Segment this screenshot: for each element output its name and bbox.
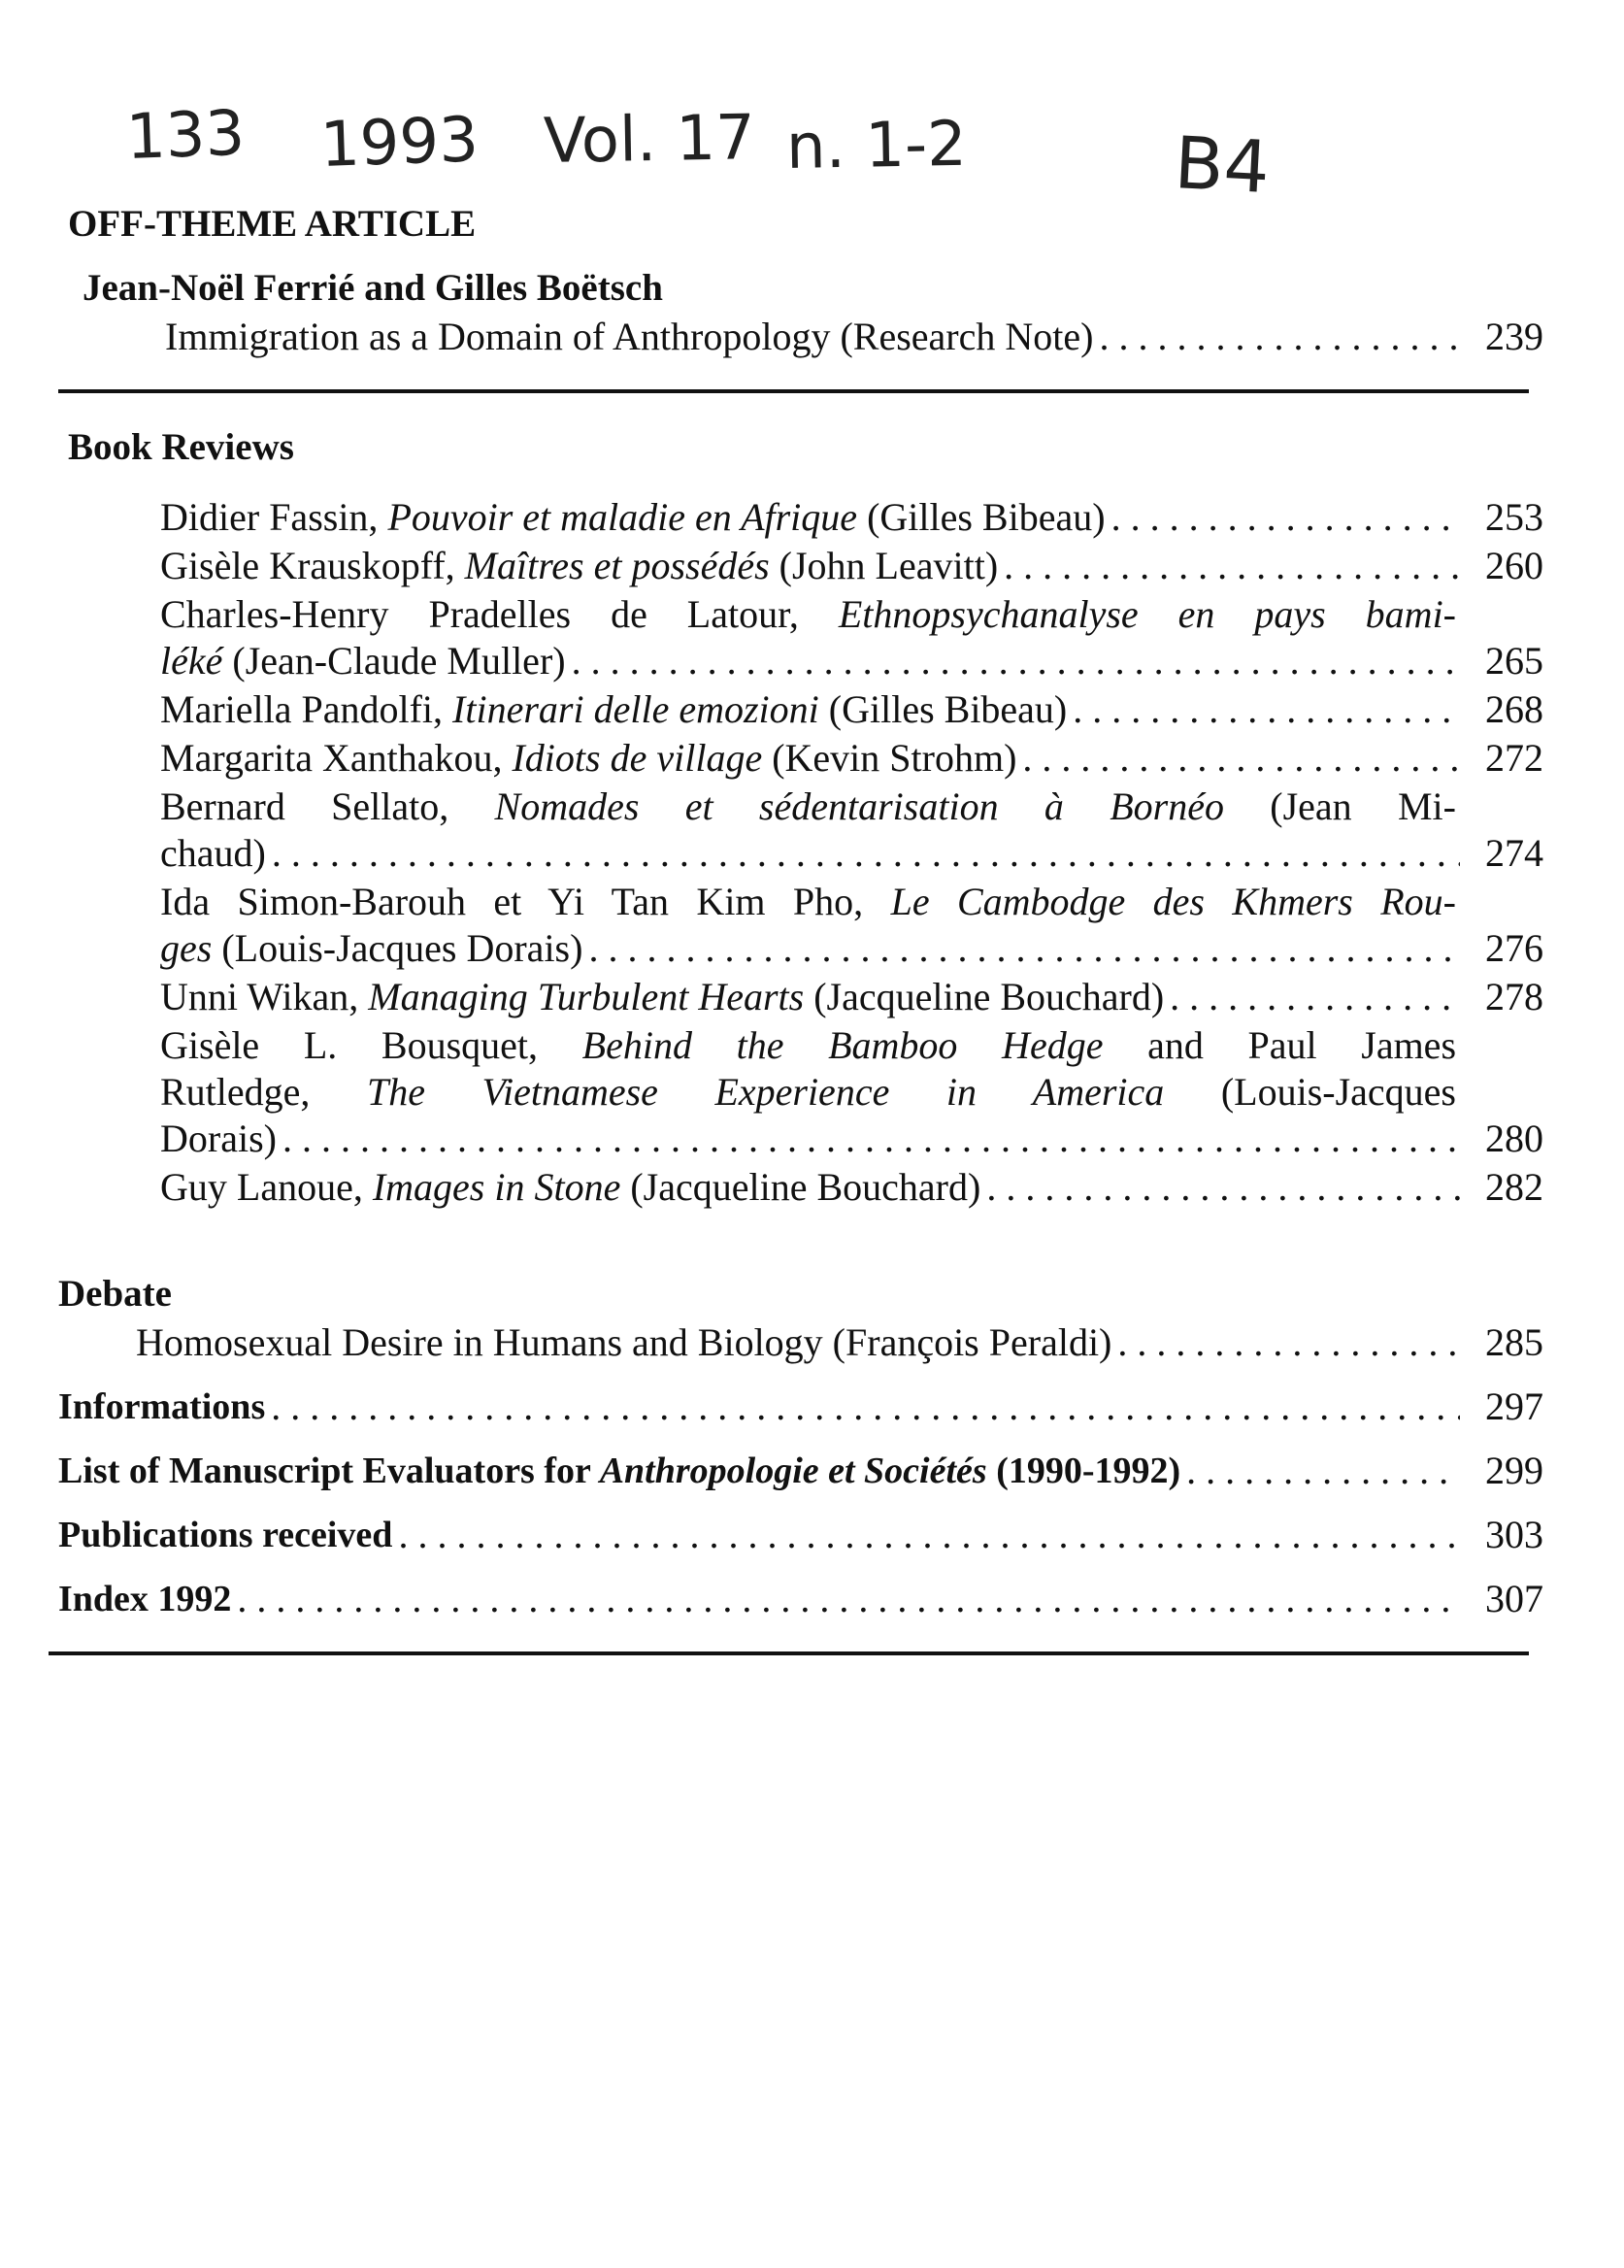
off-theme-heading: OFF-THEME ARTICLE bbox=[68, 203, 477, 245]
dot-leader bbox=[1111, 494, 1460, 541]
toc-entry-informations bbox=[58, 1384, 1543, 1430]
page-number: 265 bbox=[1485, 639, 1543, 683]
page-number: 299 bbox=[1485, 1449, 1543, 1492]
toc-entry-publications bbox=[58, 1512, 1543, 1558]
entry-title: List of Manuscript Evaluators for Anthropologie et Sociétés (1990-1992) bbox=[58, 1451, 1181, 1491]
entry-title: Immigration as a Domain of Anthropology (Research Note) bbox=[165, 315, 1094, 358]
page-number: 239 bbox=[1485, 315, 1543, 358]
book-reviews-heading: Book Reviews bbox=[68, 426, 294, 468]
toc-entry-review: Unni Wikan, Managing Turbulent Hearts (Jacqueline Bouchard) . . . 278 bbox=[160, 974, 1543, 1020]
entry-title: Informations bbox=[58, 1386, 266, 1427]
toc-entry-review: Margarita Xanthakou, Idiots de village (Kevin Strohm) . . . 272 bbox=[160, 735, 1543, 782]
debate-section bbox=[58, 1269, 1543, 1366]
dot-leader bbox=[588, 925, 1460, 972]
toc-entry-evaluators bbox=[58, 1448, 1543, 1494]
toc-entry-review: Mariella Pandolfi, Itinerari delle emozioni (Gilles Bibeau) . . . 268 bbox=[160, 686, 1543, 733]
toc-entry-review: Gisèle Krauskopff, Maîtres et possédés (John Leavitt) . . . 260 bbox=[160, 543, 1543, 589]
dot-leader bbox=[1022, 735, 1460, 782]
handwritten-shelf-code: B4 bbox=[1172, 121, 1272, 211]
page-number: 260 bbox=[1485, 544, 1543, 587]
handwritten-issue: n. 1-2 bbox=[785, 108, 968, 183]
toc-entry-review: Bernard Sellato, Nomades et sédentarisation à Bornéo (Jean Mi- chaud) . . . 274 bbox=[160, 784, 1543, 877]
entry-title: Index 1992 bbox=[58, 1579, 232, 1619]
dot-leader bbox=[272, 830, 1460, 877]
dot-leader bbox=[1004, 543, 1460, 589]
page-number: 297 bbox=[1485, 1384, 1543, 1428]
toc-entry-review: Gisèle L. Bousquet, Behind the Bamboo Hedge and Paul James Rutledge, The Vietnamese Experience in America (Louis-Jacques Dorais) . . . 280 bbox=[160, 1022, 1543, 1162]
debate-heading: Debate bbox=[58, 1273, 172, 1315]
dot-leader bbox=[271, 1384, 1460, 1430]
dot-leader bbox=[1170, 974, 1460, 1020]
entry-title: Homosexual Desire in Humans and Biology (François Peraldi) bbox=[136, 1320, 1112, 1364]
page-number: 268 bbox=[1485, 687, 1543, 731]
toc-entry-review: Didier Fassin, Pouvoir et maladie en Afrique (Gilles Bibeau) . . . 253 bbox=[160, 494, 1543, 541]
dot-leader bbox=[1099, 314, 1460, 360]
section-divider bbox=[58, 389, 1529, 393]
dot-leader bbox=[398, 1512, 1460, 1558]
page-number: 303 bbox=[1485, 1513, 1543, 1556]
page-number: 253 bbox=[1485, 495, 1543, 539]
page-number: 280 bbox=[1485, 1117, 1543, 1160]
page-number: 276 bbox=[1485, 926, 1543, 970]
table-of-contents bbox=[58, 199, 1543, 1655]
toc-entry-index bbox=[58, 1576, 1543, 1622]
section-divider bbox=[49, 1651, 1529, 1655]
dot-leader bbox=[282, 1116, 1460, 1162]
dot-leader bbox=[986, 1164, 1460, 1211]
book-reviews-list bbox=[68, 494, 1543, 1211]
toc-entry-review: Charles-Henry Pradelles de Latour, Ethnopsychanalyse en pays bami- léké (Jean-Claude Muller) . . . 265 bbox=[160, 591, 1543, 684]
page-number: 278 bbox=[1485, 975, 1543, 1018]
handwritten-volume: Vol. 17 bbox=[543, 102, 756, 178]
toc-entry-review: Ida Simon-Barouh et Yi Tan Kim Pho, Le Cambodge des Khmers Rou- ges (Louis-Jacques Dorais) . . . 276 bbox=[160, 879, 1543, 972]
dot-leader bbox=[572, 638, 1460, 684]
off-theme-authors: Jean-Noël Ferrié and Gilles Boëtsch bbox=[83, 267, 663, 309]
page-number: 272 bbox=[1485, 736, 1543, 780]
dot-leader bbox=[1186, 1448, 1460, 1494]
entry-title: Publications received bbox=[58, 1515, 393, 1555]
page-number: 285 bbox=[1485, 1320, 1543, 1364]
dot-leader bbox=[1117, 1319, 1460, 1366]
handwritten-year: 1993 bbox=[318, 104, 481, 182]
toc-entry-review: Guy Lanoue, Images in Stone (Jacqueline Bouchard) . . . 282 bbox=[160, 1164, 1543, 1211]
toc-entry-debate bbox=[136, 1319, 1543, 1366]
page-number: 274 bbox=[1485, 831, 1543, 875]
handwritten-number: 133 bbox=[124, 97, 247, 174]
dot-leader bbox=[1073, 686, 1460, 733]
page-number: 307 bbox=[1485, 1577, 1543, 1620]
dot-leader bbox=[237, 1576, 1460, 1622]
toc-entry-off-theme bbox=[165, 314, 1543, 360]
page-number: 282 bbox=[1485, 1165, 1543, 1209]
